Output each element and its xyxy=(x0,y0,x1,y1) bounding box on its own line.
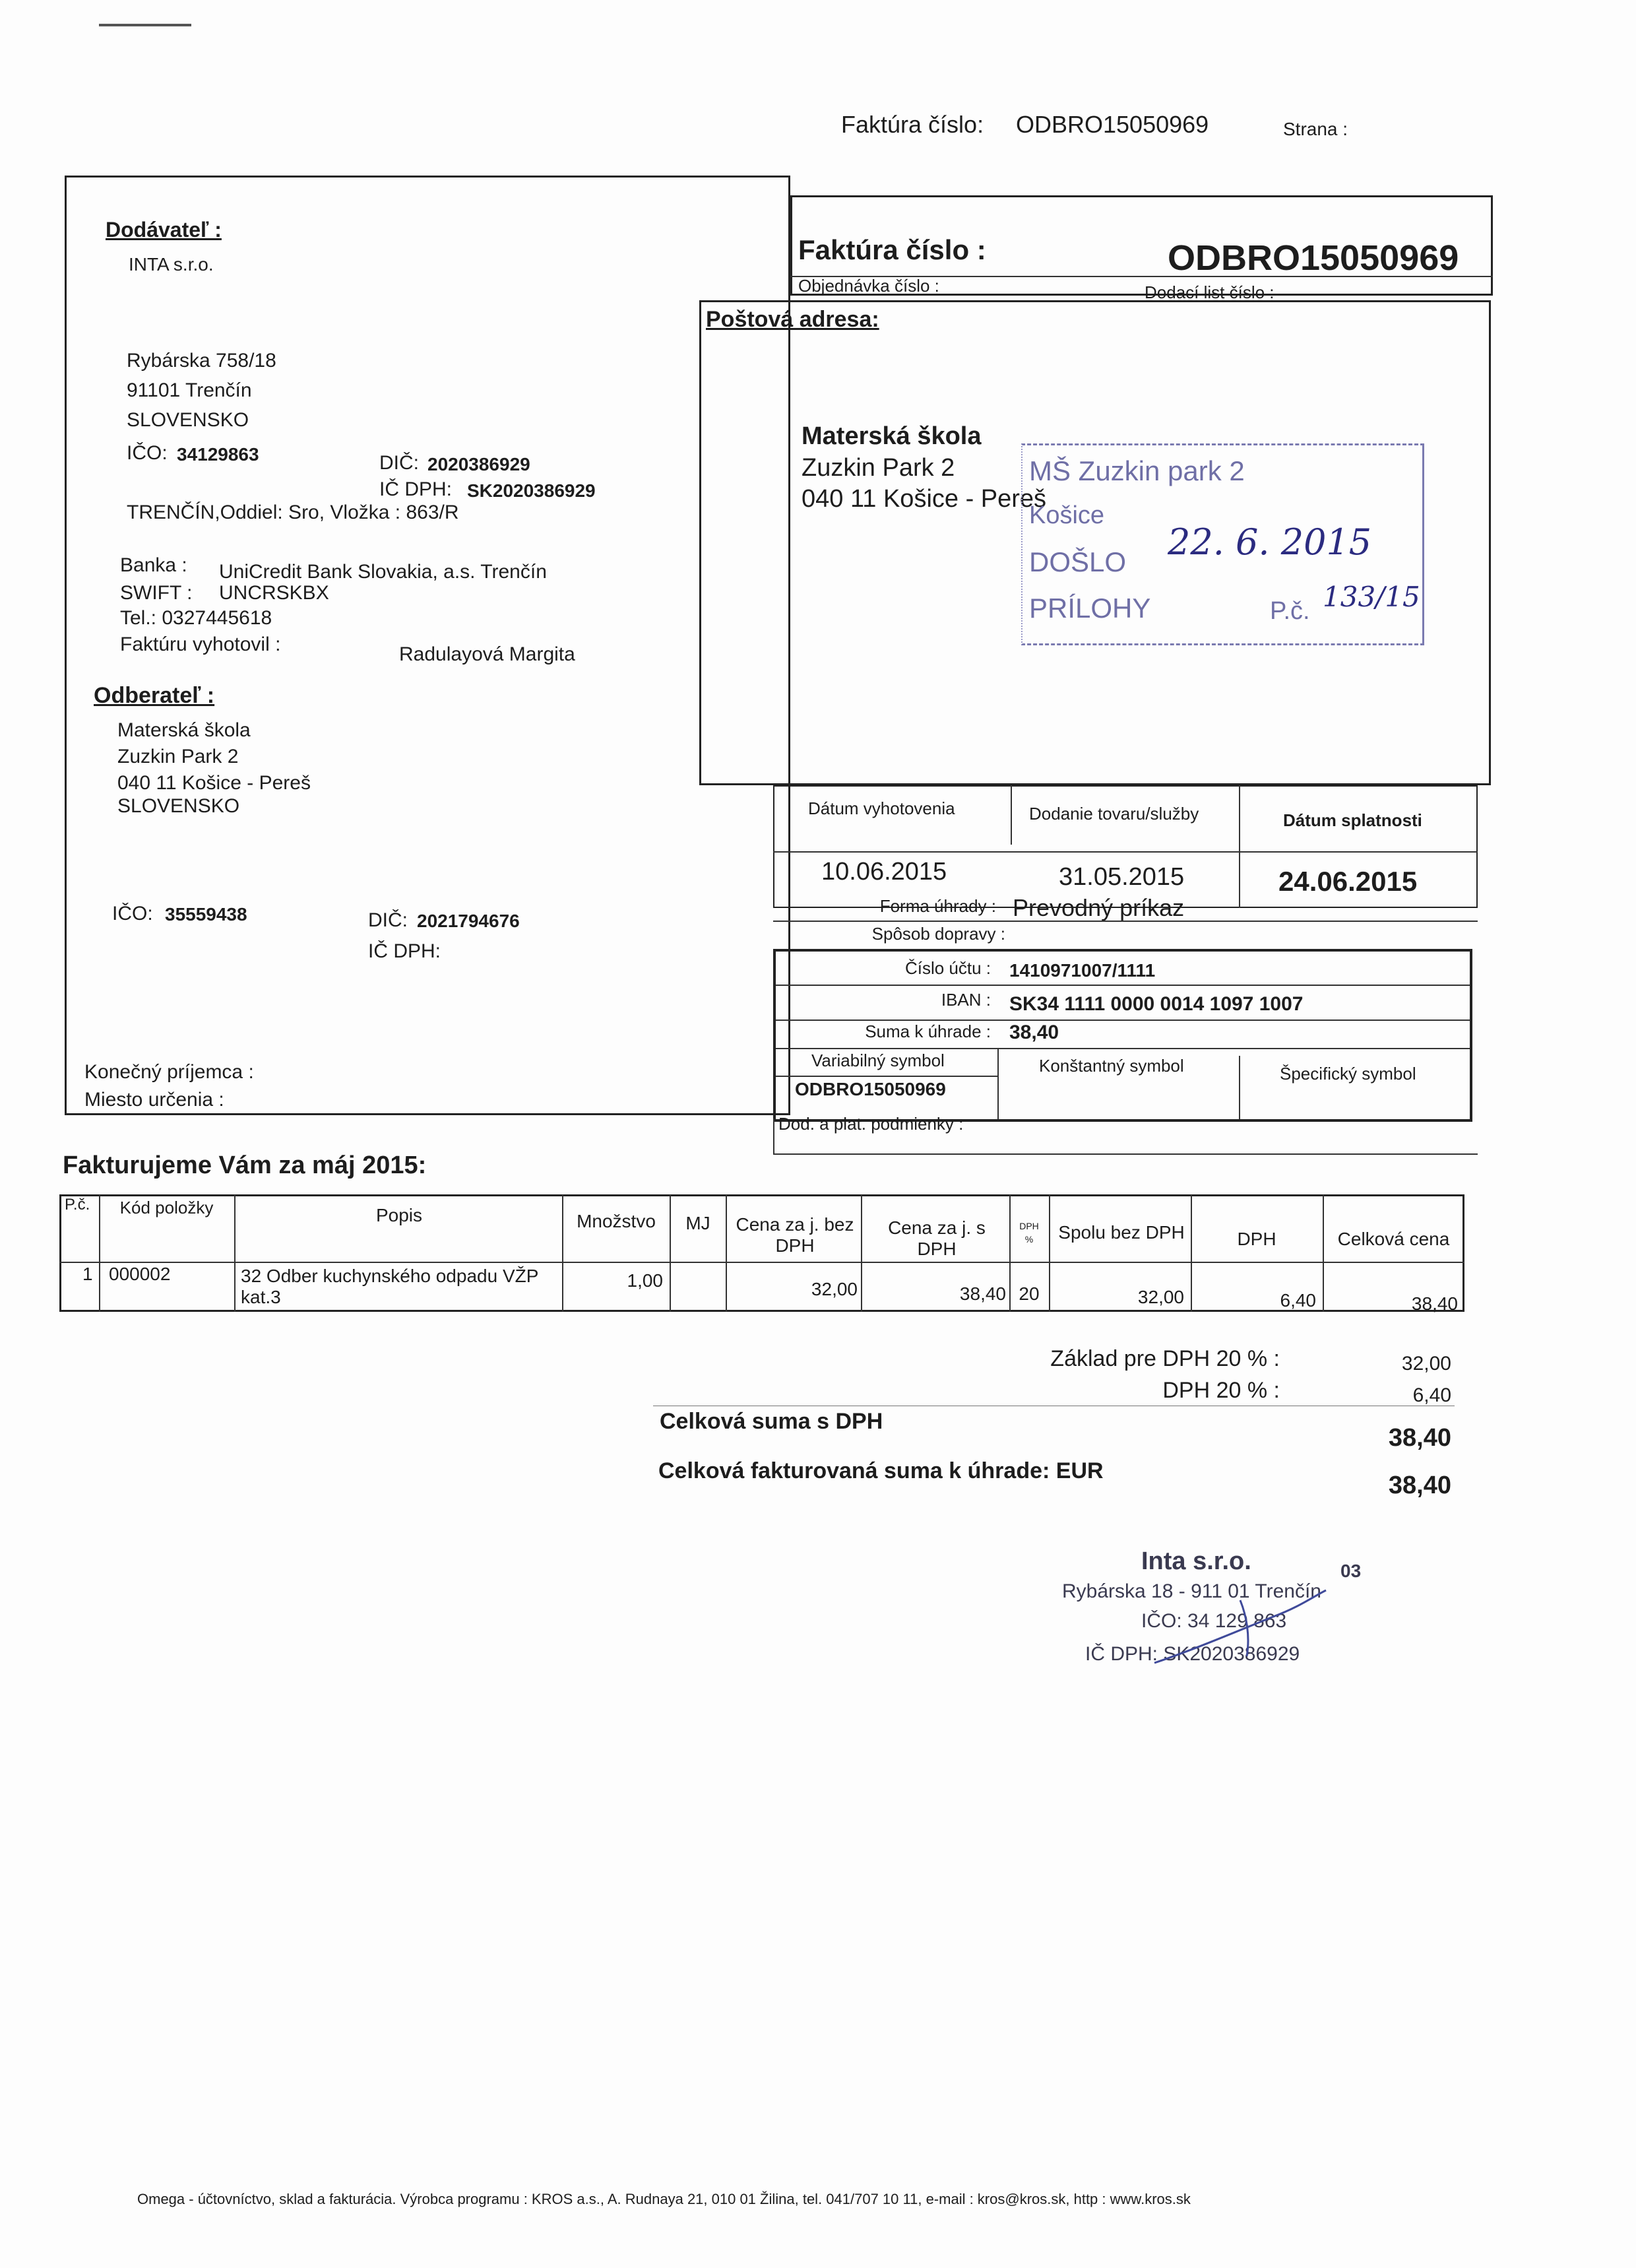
payment-method-label: Forma úhrady : xyxy=(879,896,996,916)
iban-divider xyxy=(776,1020,1470,1021)
row-desc-2: kat.3 xyxy=(241,1287,281,1307)
account-number: 1410971007/1111 xyxy=(1009,960,1156,981)
supplier-dic-label: DIČ: xyxy=(379,452,419,474)
amount-value: 38,40 xyxy=(1009,1021,1059,1043)
account-divider xyxy=(776,985,1470,986)
stamp-received-label: DOŠLO xyxy=(1029,546,1127,577)
supplier-tel: Tel.: 0327445618 xyxy=(120,607,272,629)
stamp-number-label: P.č. xyxy=(1270,597,1310,625)
company-stamp-icdph: IČ DPH: SK2020386929 xyxy=(1085,1643,1300,1665)
swift-code: UNCRSKBX xyxy=(219,582,329,604)
col-div-5 xyxy=(726,1194,727,1312)
supplier-country: SLOVENSKO xyxy=(127,409,249,431)
customer-country: SLOVENSKO xyxy=(117,795,240,817)
col-qty: Množstvo xyxy=(577,1211,656,1231)
stamp-line2: Košice xyxy=(1029,502,1105,529)
col-price-net: Cena za j. bez DPH xyxy=(736,1214,854,1256)
top-invoice-number: ODBRO15050969 xyxy=(1016,111,1209,138)
order-number-label: Objednávka číslo : xyxy=(798,276,939,296)
supplier-ico-label: IČO: xyxy=(127,442,168,464)
col-unit: MJ xyxy=(685,1213,710,1233)
terms-label: Dod. a plat. podmienky : xyxy=(778,1114,964,1134)
col-div-3 xyxy=(562,1194,563,1312)
col-vat-pct-top: DPH xyxy=(1019,1221,1039,1231)
stamp-attachments-label: PRÍLOHY xyxy=(1029,593,1151,624)
grand-total-label: Celková fakturovaná suma k úhrade: EUR xyxy=(658,1458,1104,1483)
col-div-6 xyxy=(861,1194,862,1312)
row-total-net: 32,00 xyxy=(1137,1287,1184,1307)
symbol-divider-2 xyxy=(1239,1056,1240,1119)
customer-street: Zuzkin Park 2 xyxy=(117,746,239,767)
supplier-dic: 2020386929 xyxy=(427,454,530,474)
supplier-city: 91101 Trenčín xyxy=(127,379,252,401)
row-vat: 6,40 xyxy=(1280,1290,1316,1311)
supplier-icdph-label: IČ DPH: xyxy=(379,478,453,500)
due-date-label: Dátum splatnosti xyxy=(1283,810,1422,830)
row-price-net: 32,00 xyxy=(811,1279,858,1299)
supplier-ico: 34129863 xyxy=(177,444,259,465)
col-div-4 xyxy=(670,1194,671,1312)
supplier-icdph: SK2020386929 xyxy=(467,480,596,501)
payment-divider xyxy=(773,921,1478,922)
col-div-2 xyxy=(234,1194,236,1312)
col-desc: Popis xyxy=(375,1205,423,1225)
col-div-8 xyxy=(1049,1194,1050,1312)
stamp-received-date: 22. 6. 2015 xyxy=(1168,521,1372,563)
row-pc: 1 xyxy=(82,1264,93,1284)
vat-value: 6,40 xyxy=(1412,1384,1451,1406)
page-label: Strana : xyxy=(1283,119,1348,139)
issued-by-label: Faktúru vyhotovil : xyxy=(120,633,281,655)
delivery-date: 31.05.2015 xyxy=(1059,863,1185,891)
invoice-number-label: Faktúra číslo : xyxy=(798,234,986,265)
stamp-number: 133/15 xyxy=(1323,581,1420,613)
row-price-gross: 38,40 xyxy=(959,1283,1006,1304)
postal-name: Materská škola xyxy=(802,422,982,450)
dates-divider-1 xyxy=(1011,785,1012,845)
bank-name: UniCredit Bank Slovakia, a.s. Trenčín xyxy=(219,561,547,583)
col-total-net: Spolu bez DPH xyxy=(1058,1222,1185,1243)
constant-symbol-label: Konštantný symbol xyxy=(1039,1056,1184,1076)
supplier-registry: TRENČÍN,Oddiel: Sro, Vložka : 863/R xyxy=(127,502,459,523)
final-recipient-label: Konečný príjemca : xyxy=(84,1061,254,1083)
iban-value: SK34 1111 0000 0014 1097 1007 xyxy=(1009,993,1304,1015)
company-stamp-number: 03 xyxy=(1340,1561,1362,1581)
symbol-divider-1 xyxy=(997,1048,999,1119)
variable-symbol: ODBRO15050969 xyxy=(795,1079,946,1099)
row-desc-1: 32 Odber kuchynského odpadu VŽP xyxy=(241,1266,539,1286)
row-code: 000002 xyxy=(109,1264,171,1284)
top-invoice-label: Faktúra číslo: xyxy=(841,111,984,138)
issued-by-name: Radulayová Margita xyxy=(399,643,575,665)
specific-symbol-label: Špecifický symbol xyxy=(1280,1064,1416,1084)
due-date: 24.06.2015 xyxy=(1278,866,1418,897)
scan-mark xyxy=(99,24,191,26)
customer-city: 040 11 Košice - Pereš xyxy=(117,772,311,794)
delivery-date-label: Dodanie tovaru/služby xyxy=(1029,804,1199,824)
amount-label: Suma k úhrade : xyxy=(865,1021,991,1041)
transport-label: Spôsob dopravy : xyxy=(871,924,1005,944)
postal-city: 040 11 Košice - Pereš xyxy=(802,485,1047,513)
row-qty: 1,00 xyxy=(627,1270,663,1291)
terms-line xyxy=(773,1153,1478,1155)
customer-name: Materská škola xyxy=(117,719,251,741)
supplier-heading: Dodávateľ : xyxy=(106,218,222,242)
customer-dic: 2021794676 xyxy=(417,911,520,931)
customer-icdph-label: IČ DPH: xyxy=(368,940,441,962)
postal-street: Zuzkin Park 2 xyxy=(802,454,955,482)
company-stamp-address: Rybárska 18 - 911 01 Trenčín xyxy=(1062,1580,1321,1602)
terms-side xyxy=(773,1118,774,1155)
company-stamp-name: Inta s.r.o. xyxy=(1141,1547,1251,1575)
supplier-name: INTA s.r.o. xyxy=(129,254,214,275)
signature xyxy=(1141,1571,1352,1676)
customer-ico: 35559438 xyxy=(165,904,247,924)
swift-label: SWIFT : xyxy=(120,582,193,604)
invoice-number-big: ODBRO15050969 xyxy=(1168,238,1459,278)
issue-date-label: Dátum vyhotovenia xyxy=(808,798,955,818)
vat-base-label: Základ pre DPH 20 % : xyxy=(1050,1346,1280,1371)
vat-label: DPH 20 % : xyxy=(1162,1378,1280,1403)
variable-symbol-label: Variabilný symbol xyxy=(811,1051,945,1070)
col-div-9 xyxy=(1191,1194,1192,1312)
iban-label: IBAN : xyxy=(941,990,991,1010)
symbol-divider-h xyxy=(776,1076,997,1077)
vat-base-value: 32,00 xyxy=(1401,1353,1451,1375)
grand-total-value: 38,40 xyxy=(1388,1472,1451,1499)
row-vat-pct: 20 xyxy=(1019,1283,1040,1304)
col-price-gross: Cena za j. s DPH xyxy=(888,1217,986,1259)
payment-method: Prevodný príkaz xyxy=(1013,894,1185,921)
supplier-street: Rybárska 758/18 xyxy=(127,350,276,372)
col-pc: P.č. xyxy=(65,1196,90,1214)
col-vat-pct-bottom: % xyxy=(1024,1234,1034,1245)
col-vat: DPH xyxy=(1237,1229,1276,1249)
col-div-1 xyxy=(99,1194,100,1312)
account-label: Číslo účtu : xyxy=(904,958,991,978)
col-code: Kód položky xyxy=(119,1198,214,1217)
customer-dic-label: DIČ: xyxy=(368,909,408,931)
items-header-divider xyxy=(59,1262,1464,1263)
total-vat-value: 38,40 xyxy=(1388,1424,1451,1452)
total-vat-label: Celková suma s DPH xyxy=(660,1409,883,1434)
destination-label: Miesto určenia : xyxy=(84,1089,224,1111)
dates-divider-h xyxy=(773,851,1478,853)
customer-heading: Odberateľ : xyxy=(94,683,215,708)
col-total: Celková cena xyxy=(1337,1229,1450,1249)
items-title: Fakturujeme Vám za máj 2015: xyxy=(63,1151,427,1179)
stamp-line1: MŠ Zuzkin park 2 xyxy=(1029,455,1245,486)
customer-ico-label: IČO: xyxy=(112,903,153,924)
col-div-10 xyxy=(1323,1194,1324,1312)
postal-heading: Poštová adresa: xyxy=(706,307,879,332)
bank-label: Banka : xyxy=(120,554,187,576)
dates-divider-2 xyxy=(1239,785,1240,908)
company-stamp-ico: IČO: 34 129 863 xyxy=(1141,1610,1287,1632)
delivery-note-label: Dodací list číslo : xyxy=(1145,282,1274,302)
footer-text: Omega - účtovníctvo, sklad a fakturácia. Výrobca programu : KROS a.s., A. Rudnaya 21, 010 01 Žilina, tel. 041/707 10 11, e-mail : kros@kros.sk, http : www.kros.sk xyxy=(137,2191,1191,2207)
amount-divider xyxy=(776,1048,1470,1049)
row-total: 38,40 xyxy=(1411,1293,1458,1314)
issue-date: 10.06.2015 xyxy=(821,858,947,886)
